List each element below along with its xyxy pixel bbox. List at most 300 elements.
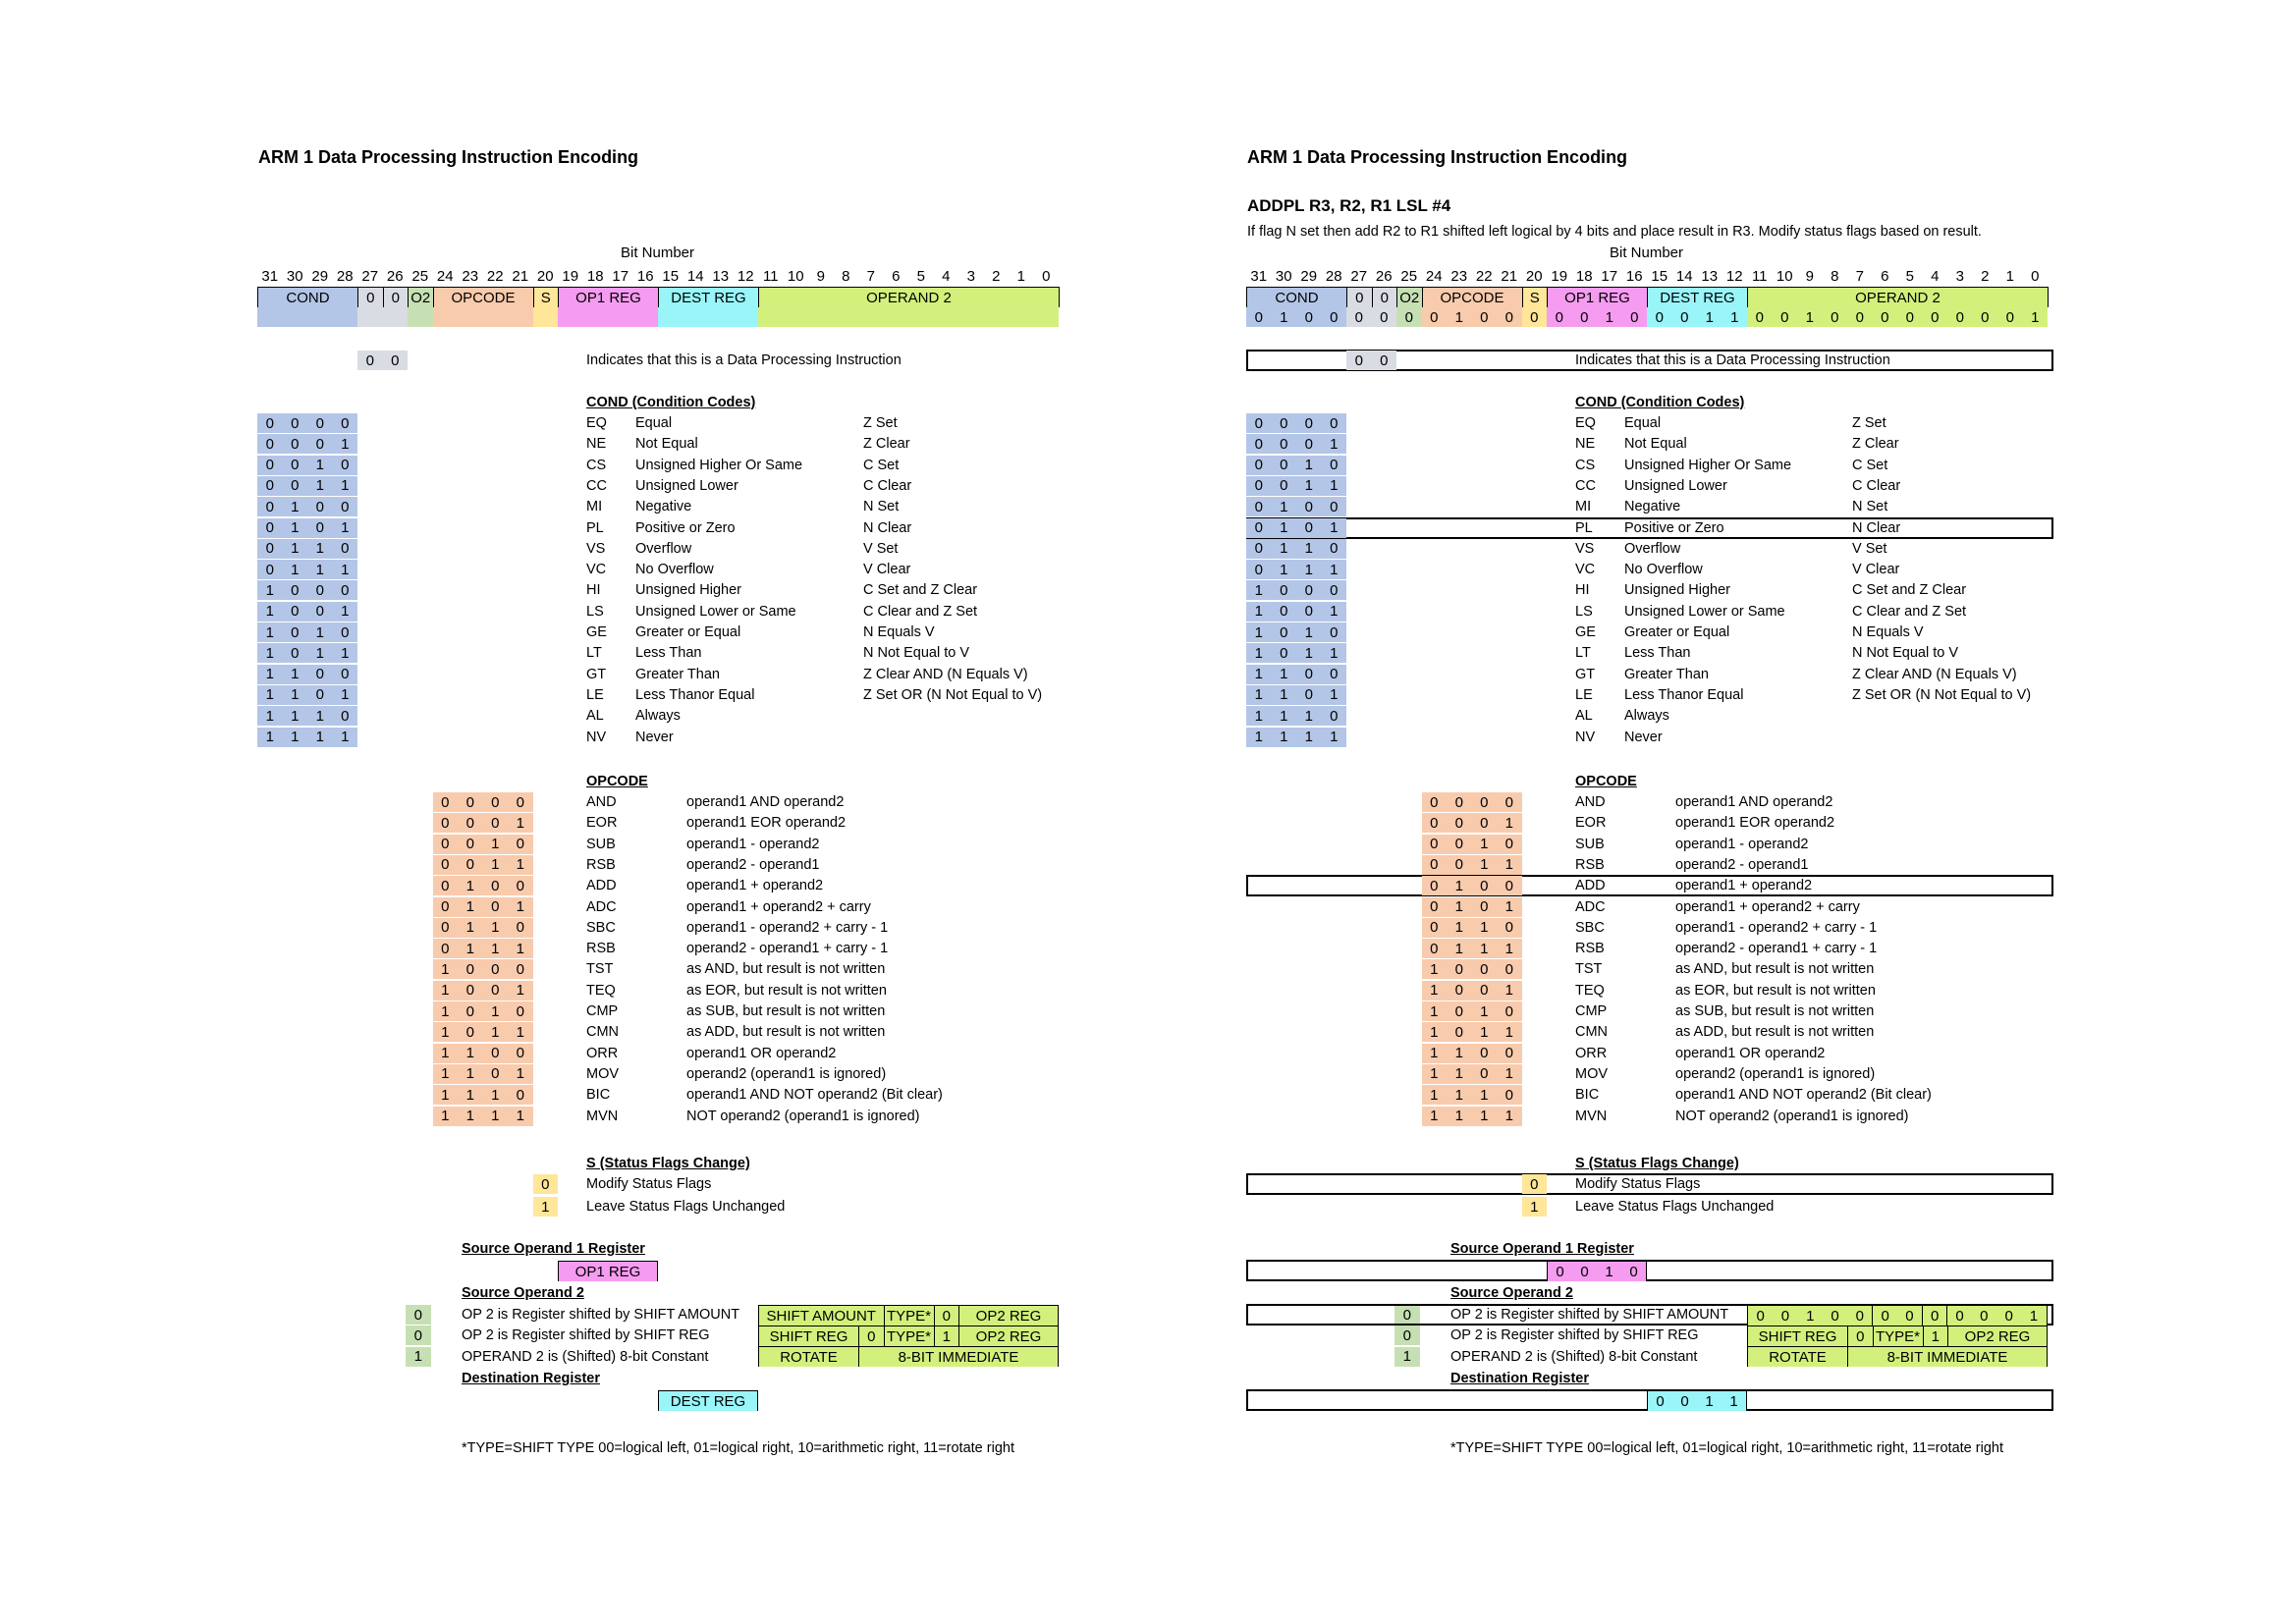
- right-cond-row-bits: [1246, 539, 1346, 559]
- right-opcode-bit: 1: [1447, 1044, 1472, 1063]
- left-cond-bit: 1: [333, 685, 358, 705]
- left-cond-bit: 1: [257, 580, 283, 600]
- right-opcode-bit: 1: [1497, 897, 1522, 917]
- right-cond-row-bits: [1246, 622, 1346, 642]
- left-cond-bit: 1: [283, 685, 308, 705]
- right-cond-mnemonic: NE: [1575, 436, 1596, 453]
- right-bit-numbers: [1246, 267, 2048, 287]
- left-cond-bit: 0: [307, 602, 333, 622]
- right-encoding-bit: 0: [1572, 307, 1598, 327]
- right-cond-mnemonic: NV: [1575, 729, 1596, 745]
- left-opcode-mnemonic: MVN: [586, 1108, 619, 1124]
- right-op2-bit: 0: [1748, 1306, 1773, 1325]
- right-add-highlight: [1246, 875, 2053, 896]
- right-cond-bit: 1: [1322, 518, 1347, 538]
- right-opcode-bit: 0: [1447, 1001, 1472, 1021]
- right-encoding-bit: 1: [1697, 307, 1722, 327]
- right-opcode-mnemonic: ORR: [1575, 1045, 1608, 1061]
- left-encoding-bit: [884, 307, 909, 327]
- right-encoding-bit: 0: [1973, 307, 1998, 327]
- left-cond-bit: 1: [283, 560, 308, 579]
- right-src2-heading: Source Operand 2: [1450, 1285, 1573, 1301]
- left-cond-bit: 1: [307, 728, 333, 747]
- right-cond-name: No Overflow: [1624, 562, 1703, 578]
- right-opcode-desc: operand1 + operand2: [1675, 878, 1813, 894]
- right-opcode-mnemonic: SBC: [1575, 919, 1605, 936]
- left-opcode-row-bits: [433, 855, 533, 875]
- left-cond-row-bits: [257, 685, 357, 705]
- right-bit-num: 24: [1425, 268, 1443, 285]
- right-opcode-bit: 1: [1447, 1064, 1472, 1084]
- left-cond-mnemonic: LE: [586, 686, 604, 703]
- left-opcode-desc: operand2 - operand1: [686, 856, 820, 873]
- right-opcode-row-bits: [1422, 1064, 1522, 1084]
- right-dp-indicator-bits: [1346, 351, 1396, 370]
- left-cond-row-bits: [257, 580, 357, 600]
- left-cond-bit: 1: [307, 643, 333, 663]
- right-cond-row-bits: [1246, 602, 1346, 622]
- right-cond-bit: 1: [1296, 622, 1322, 642]
- right-opcode-bit: 1: [1447, 1107, 1472, 1126]
- right-one-field: 1: [1923, 1326, 1948, 1346]
- right-opcode-bit: 1: [1422, 1085, 1448, 1105]
- right-opcode-mnemonic: ADC: [1575, 898, 1606, 915]
- right-cond-bit: 0: [1322, 665, 1347, 684]
- right-cond-row-bits: [1246, 413, 1346, 433]
- right-opcode-desc: NOT operand2 (operand1 is ignored): [1675, 1108, 1909, 1124]
- right-cond-name: Always: [1624, 708, 1669, 725]
- left-cond-mnemonic: LS: [586, 603, 604, 620]
- right-cond-bit: 1: [1272, 728, 1297, 747]
- left-src2-bit-cell: 1: [406, 1347, 431, 1367]
- right-opcode-bit: 1: [1472, 1107, 1498, 1126]
- left-s-bit-cell: 1: [533, 1197, 559, 1217]
- right-dest-bit: 0: [1648, 1391, 1672, 1411]
- left-opcode-bit: 1: [483, 918, 509, 938]
- left-dp-bit: 0: [357, 351, 383, 370]
- right-bit-num: 4: [1931, 268, 1940, 285]
- right-cond-bit: 0: [1296, 434, 1322, 454]
- right-opcode-row-bits: [1422, 813, 1522, 833]
- right-opcode-mnemonic: ADD: [1575, 878, 1606, 894]
- right-opcode-desc: operand1 AND NOT operand2 (Bit clear): [1675, 1087, 1932, 1104]
- left-bit-num: 12: [737, 268, 754, 285]
- right-bit-num: 29: [1300, 268, 1318, 285]
- right-cond-row-bits: [1246, 580, 1346, 600]
- left-bit-num: 3: [966, 268, 975, 285]
- right-cond-row-bits: [1246, 728, 1346, 747]
- right-cond-name: Never: [1624, 729, 1663, 745]
- left-opcode-mnemonic: SBC: [586, 919, 616, 936]
- right-cond-bit: 0: [1322, 580, 1347, 600]
- right-cond-bit: 1: [1296, 539, 1322, 559]
- left-opcode-bit: 1: [433, 1085, 459, 1105]
- left-src2-heading: Source Operand 2: [462, 1285, 584, 1301]
- left-encoding-bit: [658, 307, 683, 327]
- right-opcode-desc: as SUB, but result is not written: [1675, 1003, 1875, 1019]
- right-bit-num: 13: [1701, 268, 1719, 285]
- left-cond-flags: Z Set: [863, 415, 898, 431]
- left-opcode-bit: 1: [483, 939, 509, 958]
- left-cond-bit: 1: [307, 622, 333, 642]
- right-opcode-row-bits: [1422, 918, 1522, 938]
- left-opcode-mnemonic: ADD: [586, 878, 617, 894]
- left-opcode-bit: 0: [458, 1001, 483, 1021]
- right-opcode-bit: 0: [1447, 1022, 1472, 1042]
- right-bit-num: 30: [1275, 268, 1292, 285]
- right-bit-num: 23: [1450, 268, 1468, 285]
- right-cond-mnemonic: GE: [1575, 624, 1596, 640]
- left-cond-name: Always: [635, 708, 681, 725]
- left-bit-num: 16: [636, 268, 654, 285]
- left-encoding-bit: [307, 307, 333, 327]
- left-opcode-desc: as SUB, but result is not written: [686, 1003, 886, 1019]
- right-type-field: TYPE*: [1873, 1326, 1923, 1346]
- right-cond-bit: 1: [1322, 728, 1347, 747]
- right-opcode-bit: 1: [1472, 1085, 1498, 1105]
- left-cond-bit: 0: [257, 476, 283, 496]
- left-cond-mnemonic: GT: [586, 666, 607, 682]
- right-cond-mnemonic: GT: [1575, 666, 1596, 682]
- right-cond-bit: 1: [1246, 685, 1272, 705]
- right-opcode-bit: 0: [1447, 835, 1472, 854]
- left-cond-bit: 0: [283, 643, 308, 663]
- right-opcode-bit: 0: [1497, 835, 1522, 854]
- left-cond-flags: N Not Equal to V: [863, 645, 969, 662]
- left-opcode-row-bits: [433, 897, 533, 917]
- right-o2-field: O2: [1396, 288, 1422, 307]
- right-dest-reg-field: DEST REG: [1647, 288, 1747, 307]
- left-encoding-bit: [808, 307, 834, 327]
- left-cond-flags: Z Clear AND (N Equals V): [863, 666, 1028, 682]
- left-cond-mnemonic: AL: [586, 708, 604, 725]
- left-opcode-bit: 1: [508, 813, 533, 833]
- right-cond-bit: 0: [1322, 539, 1347, 559]
- right-cond-row-bits: [1246, 518, 1346, 538]
- left-encoding-bit: [558, 307, 583, 327]
- left-one-field: 1: [934, 1326, 959, 1346]
- right-opcode-mnemonic: BIC: [1575, 1087, 1600, 1104]
- left-cond-bit: 0: [257, 497, 283, 516]
- left-cond-mnemonic: MI: [586, 499, 603, 515]
- right-opcode-bit: 1: [1497, 855, 1522, 875]
- right-opcode-desc: operand2 (operand1 is ignored): [1675, 1065, 1876, 1082]
- left-cond-bit: 0: [333, 456, 358, 475]
- left-opcode-bit: 1: [508, 1107, 533, 1126]
- right-bit-num: 2: [1981, 268, 1990, 285]
- right-cond-bit: 1: [1272, 685, 1297, 705]
- left-cond-bit: 1: [307, 456, 333, 475]
- left-cond-bit: 0: [283, 580, 308, 600]
- right-bit-num: 21: [1501, 268, 1518, 285]
- left-bit-num: 14: [686, 268, 704, 285]
- right-opcode-bit: 1: [1497, 1064, 1522, 1084]
- left-bit-num: 27: [361, 268, 379, 285]
- right-src2-bit: [1394, 1347, 1420, 1367]
- right-dest-bit: 1: [1697, 1391, 1722, 1411]
- right-cond-flags: Z Clear: [1852, 436, 1899, 453]
- right-encoding-bit: 0: [1747, 307, 1773, 327]
- left-cond-flags: V Set: [863, 540, 899, 557]
- right-op2-rotate-row: [1747, 1346, 2048, 1367]
- right-cond-bit: 1: [1272, 706, 1297, 726]
- left-src2-text: OP 2 is Register shifted by SHIFT REG: [462, 1327, 710, 1344]
- left-opcode-bit: 0: [433, 855, 459, 875]
- right-opcode-desc: operand1 EOR operand2: [1675, 815, 1835, 832]
- right-opcode-desc: operand1 AND operand2: [1675, 794, 1833, 810]
- left-opcode-bit: 0: [458, 835, 483, 854]
- right-opcode-bit: 0: [1447, 792, 1472, 812]
- left-rotate-field: ROTATE: [759, 1347, 858, 1367]
- right-title: ARM 1 Data Processing Instruction Encoding: [1247, 147, 1628, 167]
- right-opcode-bit: 1: [1497, 939, 1522, 958]
- right-cond-flags: V Set: [1852, 540, 1887, 557]
- right-cond-bit: 1: [1246, 580, 1272, 600]
- left-opcode-bit: 0: [483, 792, 509, 812]
- right-opcode-desc: operand2 - operand1: [1675, 856, 1809, 873]
- left-opcode-bit: 0: [433, 876, 459, 895]
- right-opcode-row-bits: [1422, 1001, 1522, 1021]
- left-bit-numbers: [257, 267, 1059, 287]
- left-opcode-bit: 1: [433, 1022, 459, 1042]
- left-cond-bit: 0: [257, 539, 283, 559]
- right-op2-bit: 0: [1823, 1306, 1847, 1325]
- left-encoding-bit: [984, 307, 1010, 327]
- left-encoding-bit: [858, 307, 884, 327]
- left-cond-bit: 1: [307, 476, 333, 496]
- right-opcode-desc: as EOR, but result is not written: [1675, 982, 1876, 999]
- right-opcode-bit: 1: [1497, 813, 1522, 833]
- right-cond-flags: V Clear: [1852, 562, 1900, 578]
- left-opcode-row-bits: [433, 1107, 533, 1126]
- left-cond-field: COND: [258, 288, 357, 307]
- right-cond-bit: 1: [1272, 497, 1297, 516]
- left-op1-reg-field: OP1 REG: [558, 288, 658, 307]
- right-src2-bit-cell: 1: [1394, 1347, 1420, 1367]
- right-opcode-bit: 1: [1447, 897, 1472, 917]
- right-op1-reg-field: OP1 REG: [1547, 288, 1647, 307]
- left-opcode-bit: 1: [508, 981, 533, 1001]
- right-s-bit: [1522, 1174, 1548, 1194]
- right-cond-flags: Z Set: [1852, 415, 1886, 431]
- right-cond-row-bits: [1246, 706, 1346, 726]
- right-opcode-bit: 1: [1472, 835, 1498, 854]
- left-bit27-field: 0: [357, 288, 383, 307]
- left-encoding-bit: [958, 307, 984, 327]
- right-opcode-bit: 1: [1447, 1085, 1472, 1105]
- right-cond-name: Unsigned Higher: [1624, 582, 1731, 599]
- left-cond-flags: C Clear and Z Set: [863, 603, 978, 620]
- left-cond-bit: 1: [283, 539, 308, 559]
- left-opcode-bit: 0: [458, 959, 483, 979]
- left-encoding-bit: [708, 307, 734, 327]
- left-opcode-desc: as AND, but result is not written: [686, 961, 886, 978]
- left-cond-row-bits: [257, 518, 357, 538]
- right-opcode-row-bits: [1422, 792, 1522, 812]
- right-cond-name: Overflow: [1624, 540, 1681, 557]
- right-cond-bit: 0: [1322, 456, 1347, 475]
- right-cond-bit: 0: [1272, 580, 1297, 600]
- right-cond-mnemonic: CS: [1575, 457, 1596, 473]
- right-imm-field: 8-BIT IMMEDIATE: [1847, 1347, 2047, 1367]
- right-bit-number-label: Bit Number: [1610, 244, 1684, 261]
- right-opcode-bit: 0: [1472, 792, 1498, 812]
- right-opcode-bit: 1: [1497, 1107, 1522, 1126]
- left-dest-reg-box: [658, 1390, 758, 1411]
- right-op2-bit: 0: [1922, 1306, 1946, 1325]
- right-cond-flags: Z Clear AND (N Equals V): [1852, 666, 2017, 682]
- left-cond-flags: V Clear: [863, 562, 911, 578]
- right-cond-bit: 0: [1272, 476, 1297, 496]
- left-opcode-row-bits: [433, 959, 533, 979]
- left-cond-row-bits: [257, 622, 357, 642]
- left-s-text: Modify Status Flags: [586, 1176, 712, 1192]
- left-encoding-bit: [257, 307, 283, 327]
- left-cond-bit: 1: [257, 728, 283, 747]
- left-encoding-bit: [834, 307, 859, 327]
- right-cond-mnemonic: LE: [1575, 686, 1593, 703]
- right-cond-bit: 0: [1272, 456, 1297, 475]
- left-title: ARM 1 Data Processing Instruction Encoding: [258, 147, 639, 167]
- right-s-text: Modify Status Flags: [1575, 1176, 1701, 1192]
- right-bit-num: 1: [2005, 268, 2014, 285]
- right-cond-bit: 0: [1272, 622, 1297, 642]
- left-cond-bit: 1: [283, 706, 308, 726]
- left-cond-bit: 1: [333, 560, 358, 579]
- left-cond-row-bits: [257, 728, 357, 747]
- left-cond-name: Less Than: [635, 645, 702, 662]
- right-dest-heading: Destination Register: [1450, 1371, 1589, 1386]
- left-opcode-bit: 1: [433, 981, 459, 1001]
- left-opcode-bit: 0: [483, 981, 509, 1001]
- right-cond-name: Less Than: [1624, 645, 1691, 662]
- left-cond-bit: 0: [307, 685, 333, 705]
- left-opcode-bit: 1: [483, 1001, 509, 1021]
- instruction-heading: ADDPL R3, R2, R1 LSL #4: [1247, 196, 1451, 215]
- right-bit-num: 20: [1525, 268, 1543, 285]
- left-cond-bit: 1: [257, 665, 283, 684]
- left-opcode-bit: 1: [508, 1064, 533, 1084]
- left-cond-name: Negative: [635, 499, 692, 515]
- left-cond-row-bits: [257, 665, 357, 684]
- right-encoding-bit: 0: [1923, 307, 1948, 327]
- left-cond-bit: 1: [307, 560, 333, 579]
- right-opcode-field: OPCODE: [1422, 288, 1522, 307]
- left-cond-mnemonic: LT: [586, 645, 602, 662]
- left-opcode-bit: 0: [433, 813, 459, 833]
- left-cond-row-bits: [257, 476, 357, 496]
- left-encoding-bit: [508, 307, 533, 327]
- right-opcode-mnemonic: RSB: [1575, 941, 1605, 957]
- left-opcode-bit: 0: [458, 981, 483, 1001]
- right-cond-bit: 0: [1322, 622, 1347, 642]
- right-cond-bit: 0: [1296, 665, 1322, 684]
- right-encoding-bit: 0: [1372, 307, 1397, 327]
- right-bit-num: 9: [1805, 268, 1814, 285]
- right-opcode-desc: as ADD, but result is not written: [1675, 1024, 1875, 1041]
- left-cond-bit: 0: [333, 413, 358, 433]
- left-opcode-field: OPCODE: [433, 288, 533, 307]
- right-opcode-bit: 0: [1497, 1085, 1522, 1105]
- left-opcode-bit: 1: [458, 876, 483, 895]
- left-opcode-bit: 0: [483, 897, 509, 917]
- right-op2-bit: 0: [1897, 1306, 1922, 1325]
- left-cond-bit: 1: [333, 434, 358, 454]
- right-cond-name: Unsigned Lower: [1624, 477, 1727, 494]
- right-cond-bit: 0: [1246, 518, 1272, 538]
- left-bit-num: 31: [261, 268, 279, 285]
- right-s-heading: S (Status Flags Change): [1575, 1156, 1739, 1171]
- left-opcode-bit: 0: [508, 1044, 533, 1063]
- right-opcode-bit: 0: [1422, 813, 1448, 833]
- left-encoding-bit: [283, 307, 308, 327]
- left-opcode-bit: 0: [433, 918, 459, 938]
- right-encoding-bit: 0: [1246, 307, 1272, 327]
- right-bit-num: 15: [1651, 268, 1668, 285]
- left-opcode-bit: 1: [483, 1107, 509, 1126]
- right-s-bit: [1522, 1197, 1548, 1217]
- right-opcode-bit: 0: [1472, 1064, 1498, 1084]
- left-cond-name: Unsigned Higher: [635, 582, 742, 599]
- left-zero-field: 0: [858, 1326, 884, 1346]
- left-dp-indicator-text: Indicates that this is a Data Processing Instruction: [586, 352, 902, 368]
- right-cond-name: Equal: [1624, 415, 1662, 431]
- left-cond-row-bits: [257, 643, 357, 663]
- right-rotate-field: ROTATE: [1748, 1347, 1847, 1367]
- right-encoding-bit: 0: [1396, 307, 1422, 327]
- left-opcode-bit: 1: [483, 1085, 509, 1105]
- right-cond-row-bits: [1246, 434, 1346, 454]
- left-cond-bit: 1: [283, 497, 308, 516]
- right-opcode-desc: operand1 - operand2: [1675, 836, 1809, 852]
- right-op2-bit: 1: [2021, 1306, 2046, 1325]
- right-op2-shift-amount-row: [1747, 1305, 2048, 1325]
- left-cond-mnemonic: NV: [586, 729, 607, 745]
- left-src2-bit: [406, 1305, 431, 1325]
- left-cond-row-bits: [257, 497, 357, 516]
- left-cond-bit: 1: [307, 539, 333, 559]
- left-opcode-row-bits: [433, 939, 533, 958]
- right-cond-name: Greater or Equal: [1624, 624, 1730, 640]
- right-opcode-bit: 0: [1422, 939, 1448, 958]
- right-bit26-field: 0: [1372, 288, 1397, 307]
- left-cond-bit: 1: [257, 643, 283, 663]
- left-encoding-bit: [1034, 307, 1060, 327]
- left-opcode-bit: 0: [483, 959, 509, 979]
- right-cond-row-bits: [1246, 685, 1346, 705]
- left-opcode-mnemonic: BIC: [586, 1087, 611, 1104]
- right-cond-flags: Z Set OR (N Not Equal to V): [1852, 686, 2032, 703]
- right-s-bit-cell: 0: [1522, 1174, 1548, 1194]
- right-opcode-desc: operand1 + operand2 + carry: [1675, 898, 1860, 915]
- left-opcode-bit: 0: [458, 855, 483, 875]
- right-cond-bit: 0: [1272, 643, 1297, 663]
- right-cond-flags: N Not Equal to V: [1852, 645, 1958, 662]
- right-opcode-bit: 0: [1472, 813, 1498, 833]
- left-opcode-bit: 0: [508, 835, 533, 854]
- right-dest-reg-box: [1647, 1390, 1747, 1411]
- right-opcode-row-bits: [1422, 1107, 1522, 1126]
- right-opcode-desc: as AND, but result is not written: [1675, 961, 1875, 978]
- left-opcode-mnemonic: CMP: [586, 1003, 619, 1019]
- left-encoding-bit: [458, 307, 483, 327]
- left-bit-num: 13: [712, 268, 730, 285]
- left-opcode-desc: operand2 (operand1 is ignored): [686, 1065, 887, 1082]
- right-cond-bit: 1: [1272, 539, 1297, 559]
- left-encoding-bit: [758, 307, 784, 327]
- left-opcode-desc: operand1 + operand2: [686, 878, 824, 894]
- right-opcode-bit: 1: [1422, 1001, 1448, 1021]
